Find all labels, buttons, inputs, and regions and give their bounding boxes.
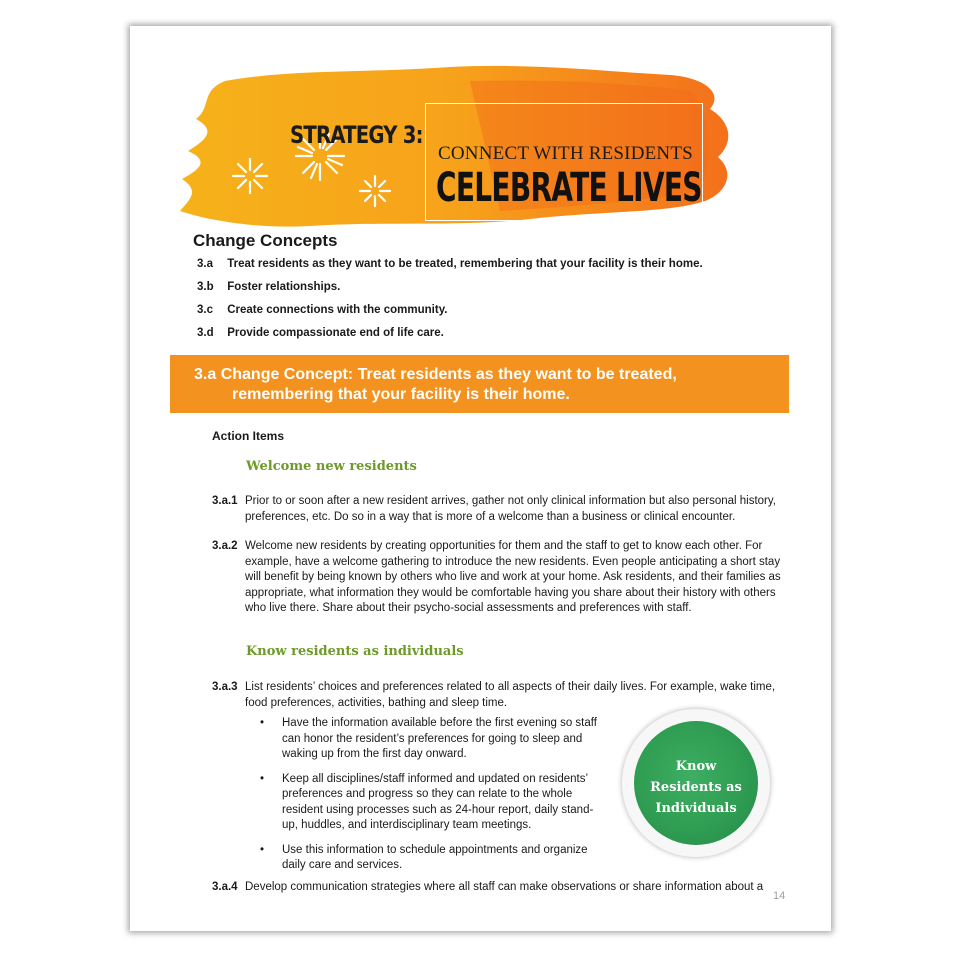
- bullet-icon: •: [260, 717, 265, 729]
- section-header-text: [194, 365, 677, 405]
- callout-line: Know: [675, 759, 717, 774]
- section-header-bar: [170, 355, 789, 413]
- list-item: [260, 843, 605, 874]
- change-concepts-heading: Change Concepts: [193, 231, 338, 250]
- section-header-line2: remembering that your facility is their home.: [232, 386, 570, 403]
- item-text: Foster relationships.: [227, 281, 341, 293]
- item-code: 3.c: [197, 304, 213, 316]
- item-text: Develop communication strategies where all staff can make observations or share information about a: [245, 881, 764, 893]
- strategy-banner: [170, 61, 740, 241]
- bullet-text: Keep all disciplines/staff informed and updated on residents’ preferences and progress so they can relate to the whole resident using processes such as 24-hour report, daily stand-up, huddles, and interdisciplinary team meetings.: [282, 772, 594, 831]
- item-code: 3.a.4: [212, 881, 238, 893]
- item-text: Welcome new residents by creating opportunities for them and the staff to get to know each other. For example, have a welcome gathering to introduce the new residents. Even people anticipating a short stay will benefit by being known by others who live and work at your home. Ask residents, and their families as appropriate, what information they would be comfortable having you share about their history with others who live there. Share about their psycho-social assessments and preferences with staff.: [245, 540, 781, 614]
- bullet-list: [260, 716, 605, 883]
- section-header-line1: 3.a Change Concept: Treat residents as they want to be treated,: [194, 366, 677, 383]
- list-item: [197, 281, 703, 304]
- callout-line: Individuals: [655, 801, 737, 816]
- item-text: Prior to or soon after a new resident arrives, gather not only clinical information but also personal history, preferences, etc. Do so in a way that is more of a welcome than a business or clinical encounter.: [245, 495, 776, 523]
- banner-subtitle: CONNECT WITH RESIDENTS: [438, 143, 693, 164]
- callout-line: Residents as: [650, 780, 742, 795]
- item-text: Treat residents as they want to be treated, remembering that your facility is their home.: [227, 258, 703, 270]
- subheading-welcome: Welcome new residents: [246, 459, 417, 474]
- item-code: 3.d: [197, 327, 214, 339]
- item-code: 3.a: [197, 258, 213, 270]
- item-code: 3.a.3: [212, 681, 238, 693]
- banner-title: CELEBRATE LIVES: [436, 165, 702, 211]
- green-watercolor-icon: [634, 721, 758, 845]
- list-item: [197, 258, 703, 281]
- item-code: 3.a.2: [212, 540, 238, 552]
- list-item: [197, 327, 703, 350]
- list-item: [197, 304, 703, 327]
- list-item: [260, 772, 605, 834]
- bullet-text: Have the information available before the first evening so staff can honor the resident’s preferences for going to sleep and waking up from the first day onward.: [282, 717, 597, 760]
- callout-circle: [622, 709, 770, 857]
- callout-text: [634, 756, 758, 819]
- item-text: Provide compassionate end of life care.: [227, 327, 444, 339]
- strategy-label: STRATEGY 3:: [290, 121, 423, 149]
- action-item: [212, 880, 792, 896]
- action-item: [212, 539, 792, 617]
- list-item: [260, 716, 605, 763]
- bullet-text: Use this information to schedule appointments and organize daily care and services.: [282, 843, 588, 871]
- bullet-icon: •: [260, 843, 265, 856]
- subheading-know: Know residents as individuals: [246, 644, 464, 659]
- item-code: 3.b: [197, 281, 214, 293]
- change-concepts-list: [197, 258, 703, 350]
- action-item: [212, 680, 792, 711]
- bullet-icon: •: [260, 772, 265, 785]
- document-page: [130, 26, 831, 931]
- item-text: List residents’ choices and preferences related to all aspects of their daily lives. For example, wake time, food preferences, activities, bathing and sleep time.: [245, 681, 776, 709]
- action-item: [212, 494, 792, 525]
- item-text: Create connections with the community.: [227, 304, 448, 316]
- item-code: 3.a.1: [212, 495, 238, 507]
- page-number: 14: [773, 890, 786, 902]
- action-items-label: Action Items: [212, 429, 285, 443]
